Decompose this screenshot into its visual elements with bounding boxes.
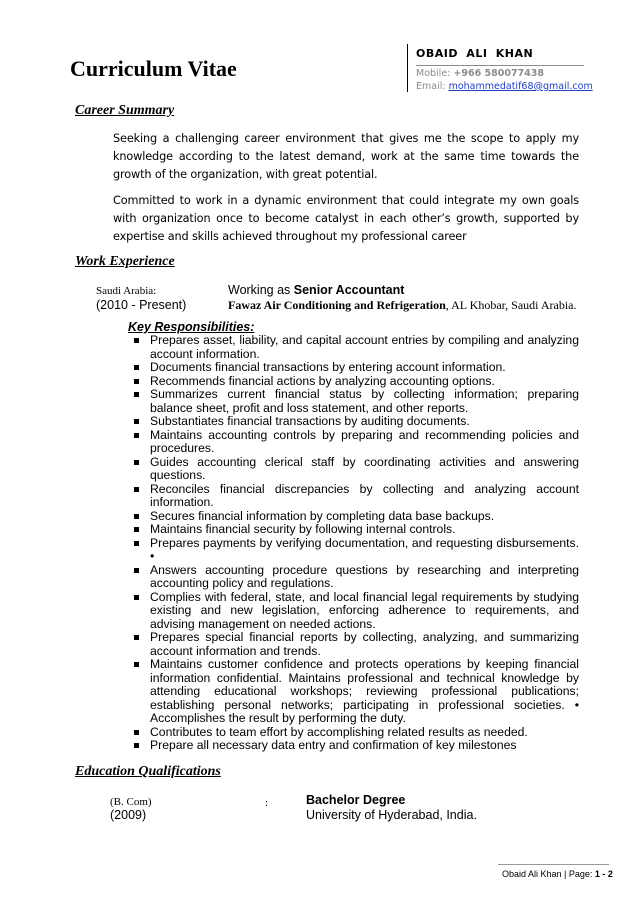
company-location: , AL Khobar, Saudi Arabia.	[445, 298, 577, 312]
bullet-icon	[134, 635, 139, 640]
bullet-icon	[134, 460, 139, 465]
footer-text: Obaid Ali Khan | Page:	[502, 869, 595, 879]
list-item: Maintains financial security by following internal controls.	[130, 523, 579, 537]
career-summary-paragraph-2: Committed to work in a dynamic environment that could integrate my own goals with organization once to become catalyst in each other’s growth, supported by expertise and skills achieved throughout my professional career	[113, 194, 579, 243]
bullet-icon	[134, 541, 139, 546]
company-line	[228, 298, 577, 313]
list-item: Prepare all necessary data entry and confirmation of key milestones	[130, 739, 579, 753]
list-item: Documents financial transactions by entering account information.	[130, 361, 579, 375]
candidate-name: OBAID ALI KHAN	[416, 47, 534, 60]
list-item: Reconciles financial discrepancies by collecting and analyzing account information.	[130, 483, 579, 510]
university-name: University of Hyderabad, India.	[306, 808, 477, 822]
responsibilities-list	[130, 334, 579, 753]
bullet-icon	[134, 662, 139, 667]
bullet-icon	[134, 527, 139, 532]
email-line	[416, 81, 593, 92]
bullet-icon	[134, 379, 139, 384]
footer-divider	[498, 864, 609, 865]
bullet-icon	[134, 730, 139, 735]
degree-name: Bachelor Degree	[306, 793, 406, 807]
bullet-icon	[134, 568, 139, 573]
job-title-prefix: Working as	[228, 283, 294, 297]
page-number: 1 - 2	[594, 869, 613, 879]
page-footer	[502, 869, 613, 879]
education-year: (2009)	[110, 808, 147, 822]
list-item: Secures financial information by completing data base backups.	[130, 510, 579, 524]
list-item: Summarizes current financial status by collecting information; preparing balance sheet, profit and loss statement, and other reports.	[130, 388, 579, 415]
list-item: Guides accounting clerical staff by coordinating activities and answering questions.	[130, 456, 579, 483]
work-experience-heading: Work Experience	[75, 254, 175, 269]
list-item: Prepares payments by verifying documentation, and requesting disbursements. •	[130, 537, 579, 564]
bullet-icon	[134, 743, 139, 748]
list-item: Maintains accounting controls by preparing and recommending policies and procedures.	[130, 429, 579, 456]
mobile-value: +966 580077438	[453, 68, 544, 79]
list-item: Substantiates financial transactions by auditing documents.	[130, 415, 579, 429]
contact-divider	[416, 65, 584, 66]
mobile-label: Mobile:	[416, 68, 451, 79]
contact-box	[407, 44, 593, 92]
bullet-icon	[134, 392, 139, 397]
job-title-line	[228, 283, 404, 297]
bullet-icon	[134, 595, 139, 600]
list-item: Recommends financial actions by analyzing accounting options.	[130, 375, 579, 389]
list-item: Prepares special financial reports by collecting, analyzing, and summarizing account information and trends.	[130, 631, 579, 658]
work-location: Saudi Arabia:	[96, 285, 157, 297]
bullet-icon	[134, 338, 139, 343]
education-level: (B. Com)	[110, 796, 152, 808]
education-colon: :	[265, 797, 269, 809]
bullet-icon	[134, 419, 139, 424]
career-summary-paragraph-1: Seeking a challenging career environment that gives me the scope to apply my knowledge according to the latest demand, work at the same time towards the growth of the organization, with great potential.	[113, 132, 579, 181]
key-responsibilities-heading: Key Responsibilities:	[128, 320, 255, 334]
work-period: (2010 - Present)	[96, 298, 187, 312]
list-item: Contributes to team effort by accomplishing related results as needed.	[130, 726, 579, 740]
education-heading: Education Qualifications	[75, 764, 221, 779]
bullet-icon	[134, 487, 139, 492]
email-link[interactable]: mohammedatif68@gmail.com	[448, 81, 593, 92]
list-item: Answers accounting procedure questions by researching and interpreting accounting policy and regulations.	[130, 564, 579, 591]
career-summary-heading: Career Summary	[75, 103, 175, 118]
list-item: Maintains customer confidence and protects operations by keeping financial information confidential. Maintains professional and technical knowledge by attending educational workshops; reviewing professional publications; establishing personal networks; participating in professional societies. • Accomplishes the result by performing the duty.	[130, 658, 579, 726]
job-title: Senior Accountant	[293, 283, 405, 297]
bullet-icon	[134, 514, 139, 519]
list-item: Complies with federal, state, and local financial legal requirements by studying existing and new legislation, enforcing adherence to requirements, and advising management on needed actions.	[130, 591, 579, 632]
page-title: Curriculum Vitae	[70, 56, 237, 81]
bullet-icon	[134, 433, 139, 438]
mobile-line	[416, 68, 586, 79]
email-label: Email:	[416, 81, 446, 92]
bullet-icon	[134, 365, 139, 370]
company-name: Fawaz Air Conditioning and Refrigeration	[228, 298, 446, 312]
list-item: Prepares asset, liability, and capital account entries by compiling and analyzing account information.	[130, 334, 579, 361]
